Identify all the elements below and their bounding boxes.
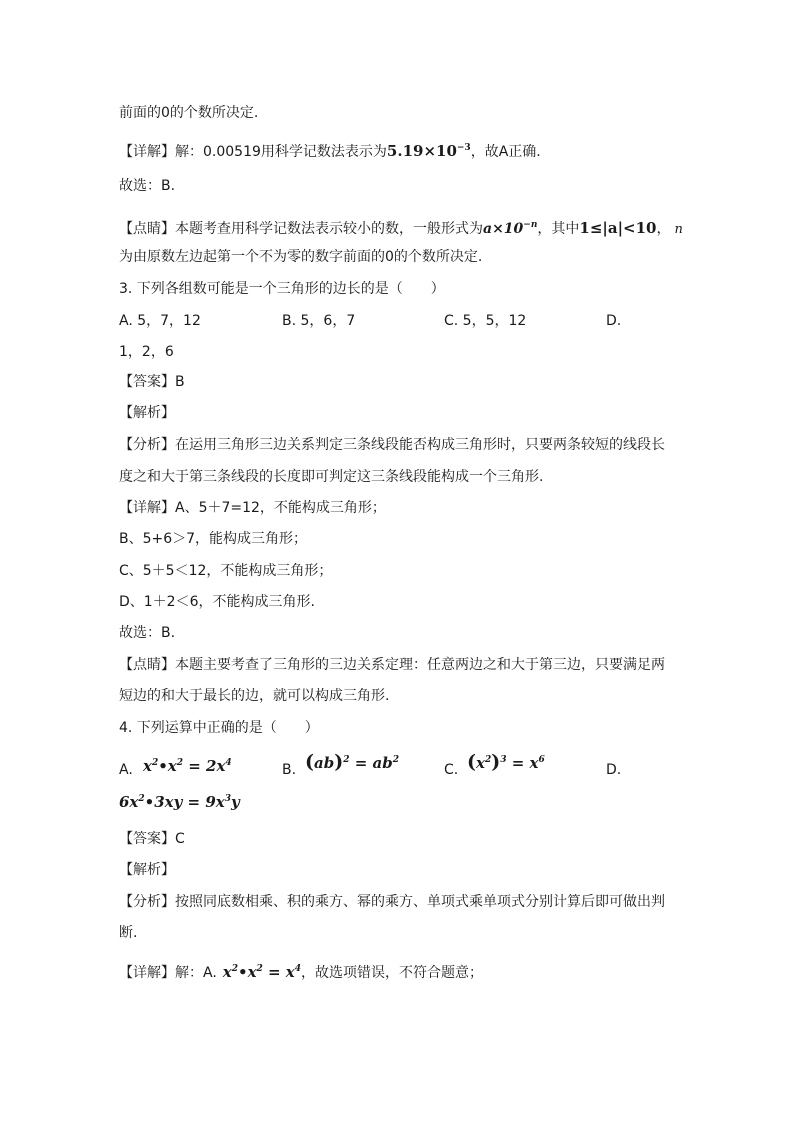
text-segment: ，故选项错误，不符合题意； [301, 965, 484, 981]
question-4: 4. 下列运算中正确的是（ ） [119, 720, 319, 736]
math-expression: $6x^2•3xy = 9x^3y$ [119, 793, 240, 811]
text-line: 断. [119, 925, 138, 941]
option-c [444, 760, 458, 780]
option-label: B. [282, 762, 297, 778]
text-line: 度之和大于第三条线段的长度即可判定这三条线段能构成一个三角形. [119, 469, 544, 485]
math-base: a×10 [483, 221, 524, 237]
text-line: D、1＋2＜6，不能构成三角形. [119, 594, 315, 610]
math-expression: $x^2•x^2 = x^4$ [222, 963, 302, 981]
option-a: A. 5，7，12 [119, 313, 201, 329]
answer: 【答案】B [119, 374, 185, 390]
option-c: C. 5，5，12 [444, 313, 527, 329]
answer: 【答案】C [119, 831, 185, 847]
text-line: 【分析】在运用三角形三边关系判定三条线段能否构成三角形时，只要两条较短的线段长 [119, 437, 665, 453]
math-expression: $(ab)^2 = ab^2$ [305, 751, 399, 773]
text-line: 故选：B. [119, 625, 176, 641]
text-segment: 【点睛】本题考查用科学记数法表示较小的数，一般形式为 [119, 221, 483, 237]
text-line: B、5+6＞7，能构成三角形； [119, 531, 308, 547]
option-label: A. [119, 762, 133, 778]
question-3: 3. 下列各组数可能是一个三角形的边长的是（ ） [119, 281, 445, 297]
math-expression: $x^2•x^2 = 2x^4$ [143, 757, 232, 775]
math-exponent: −3 [456, 143, 471, 153]
text-segment: ， [656, 221, 671, 237]
math-base: 5.19×10 [386, 142, 457, 160]
text-segment: ，故A正确. [470, 144, 541, 160]
text-line: 前面的0的个数所决定. [119, 105, 259, 121]
text-segment: 【详解】解：A. [119, 965, 217, 981]
text-line: 【分析】按照同底数相乘、积的乘方、幂的乘方、单项式乘单项式分别计算后即可做出判 [119, 894, 665, 910]
text-line: 为由原数左边起第一个不为零的数字前面的0的个数所决定. [119, 249, 483, 265]
text-line [119, 962, 483, 983]
text-line: 【点睛】本题主要考查了三角形的三边关系定理：任意两边之和大于第三边，只要满足两 [119, 657, 665, 673]
math-expression: 1≤|a|<10 [579, 219, 657, 237]
math-expression [387, 142, 471, 160]
text-line: 故选：B. [119, 178, 176, 194]
math-exponent: −n [523, 220, 538, 230]
math-expression: $(x^2)^3 = x^6$ [467, 751, 545, 773]
text-line [119, 218, 683, 240]
text-segment: 【详解】解：0.00519用科学记数法表示为 [119, 144, 387, 160]
text-segment: ，其中 [537, 221, 580, 237]
text-line: 【详解】A、5＋7=12，不能构成三角形； [119, 500, 386, 516]
option-d-value: 1，2，6 [119, 344, 174, 360]
section-heading: 【解析】 [119, 862, 175, 878]
option-a [119, 760, 133, 780]
text-line: 短边的和大于最长的边，就可以构成三角形. [119, 688, 390, 704]
option-d [606, 760, 621, 780]
text-line [119, 141, 541, 162]
text-line: C、5＋5＜12，不能构成三角形； [119, 563, 333, 579]
option-label: C. [444, 762, 459, 778]
option-b: B. 5，6，7 [282, 313, 356, 329]
section-heading: 【解析】 [119, 405, 175, 421]
math-variable: n [674, 222, 683, 237]
option-label: D. [606, 762, 622, 778]
option-d: D. [606, 313, 622, 329]
option-b [282, 760, 296, 780]
math-expression [483, 221, 537, 237]
